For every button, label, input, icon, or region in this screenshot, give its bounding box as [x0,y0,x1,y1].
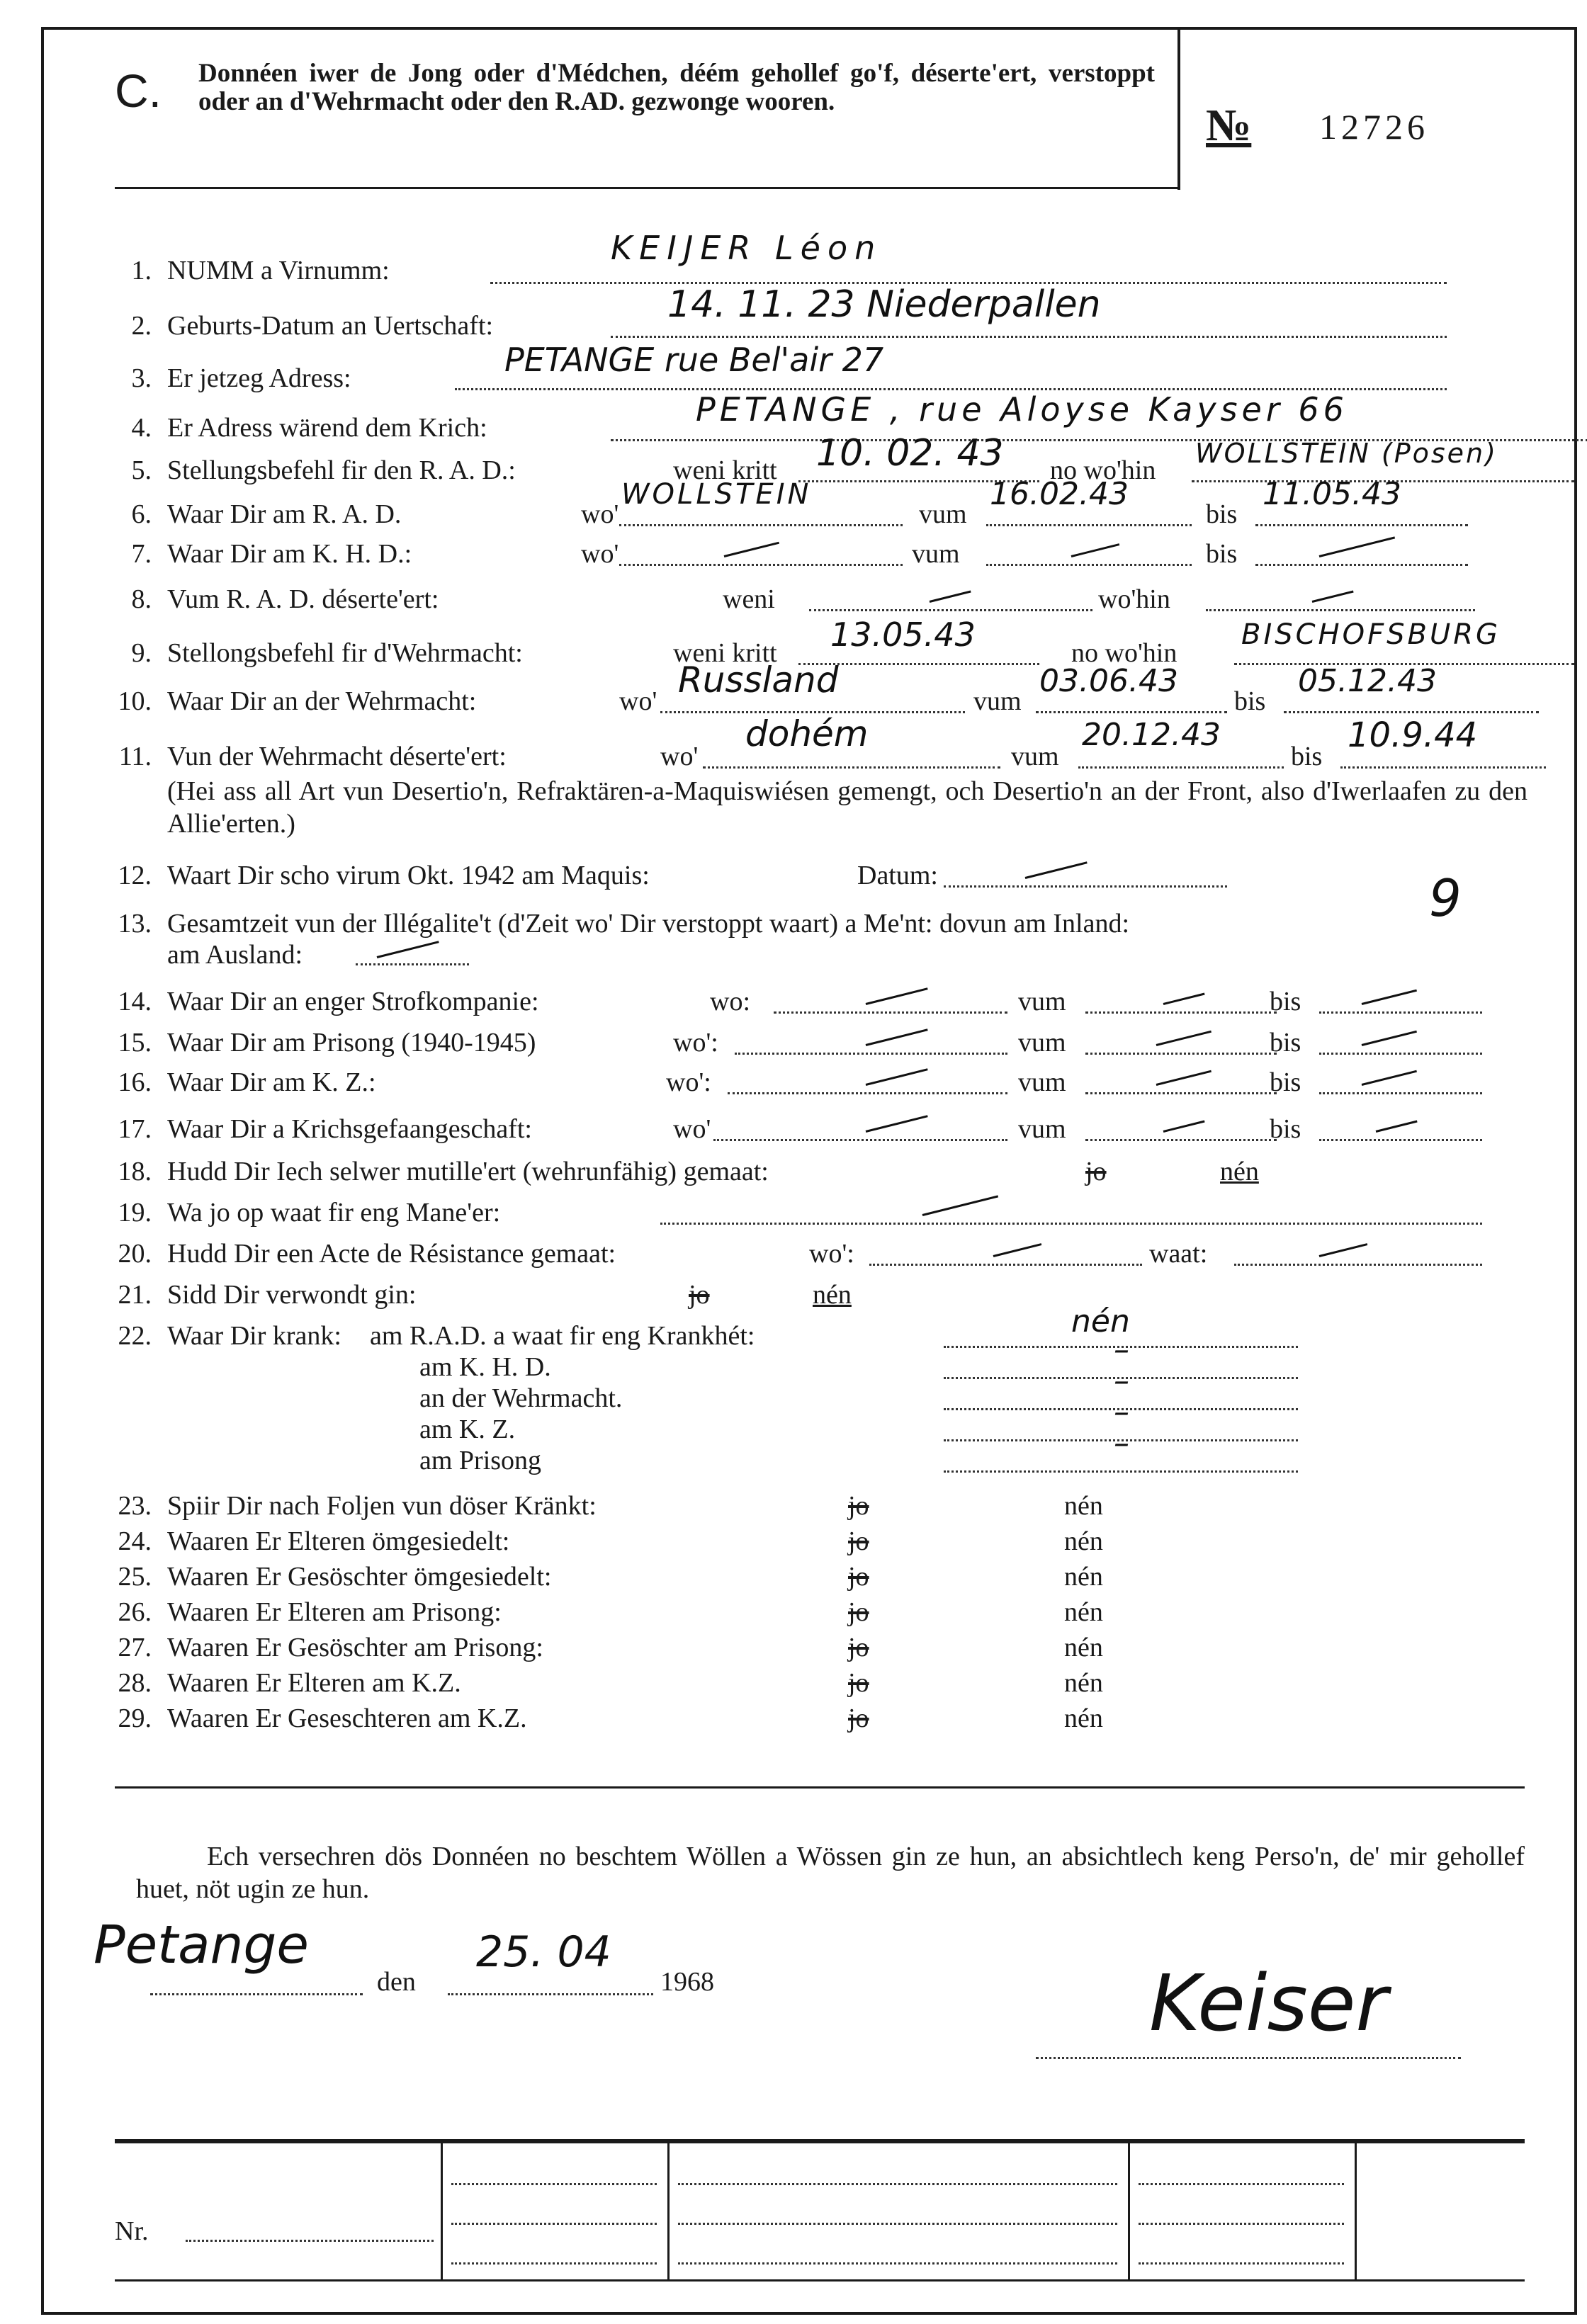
dotted-line [728,1092,1007,1094]
no-option: nén [1064,1668,1103,1698]
handwritten-desertion-from: 20.12.43 [1082,717,1221,753]
field-11-note: (Hei ass all Art vun Desertio'n, Refraktären-a-Maquiswiésen gemengt, och Desertio'n an der Front, also d'Iwerlaafen zu den Allie'erten.) [167,776,1527,839]
section-title: Donnéen iwer de Jong oder d'Médchen, déém gehollef go'f, déserte'ert, verstoppt oder an d'Wehrmacht oder den R.AD. gezwonge wooren. [198,59,1155,116]
dotted-line [356,963,469,965]
no-option-underlined: nén [813,1280,852,1310]
yes-option-struck: jo [848,1633,869,1662]
from-label: vum [973,686,1022,716]
handwritten-birth: 14. 11. 23 Niederpallen [667,283,1101,326]
dotted-line [1319,1139,1482,1141]
handwritten-rad-from: 16.02.43 [990,476,1129,512]
no-option: nén [1064,1491,1103,1521]
den-label: den [377,1967,416,1997]
yes-option-struck: jo [848,1668,869,1698]
handwritten-illness-answer: nén [1071,1303,1130,1339]
sub-khd: am K. H. D. [419,1352,551,1382]
where-label: wo'hin [1098,584,1170,614]
dash-mark [922,1195,998,1216]
where-label: wo: [710,987,750,1016]
dotted-line [944,1470,1298,1473]
handwritten-wehrmacht-destination: BISCHOFSBURG [1241,618,1501,651]
yes-option-struck: jo [848,1562,869,1592]
header-separator [1177,30,1180,190]
no-option: nén [1064,1633,1103,1662]
when-label: weni kritt [673,455,777,485]
dotted-line [619,524,903,526]
declaration-text: Ech versechren dös Donnéen no beschtem Wöllen a Wössen gin ze hun, an absichtlech keng Perso'n, de' mir gehollef huet, nöt ugin ze hun. [136,1842,1525,1904]
signature-line [1036,2057,1461,2059]
dash-mark [866,1068,928,1086]
dotted-line [150,1993,363,1995]
header-rule [115,187,1177,189]
section-letter: C. [115,64,162,117]
dotted-line [735,1053,1007,1055]
dotted-line [809,609,1092,611]
from-label: vum [912,539,960,569]
dotted-line [1085,1011,1277,1014]
dash-mark [866,987,928,1005]
dotted-line [1139,2262,1344,2265]
dotted-line [869,1264,1142,1266]
handwritten-address: PETANGE rue Bel'air 27 [504,341,884,379]
dotted-line [1234,1264,1482,1266]
handwritten-war-address: PETANGE , rue Aloyse Kayser 66 [696,390,1348,429]
footer-column-line [1355,2139,1357,2279]
dotted-line [678,2183,1117,2185]
dotted-line [1139,2223,1344,2225]
handwritten-dash: – [1114,1363,1129,1399]
dotted-line [619,564,903,566]
number-sign: № [1206,100,1252,150]
form-number: 12726 [1319,107,1429,147]
dotted-line [611,336,1447,338]
where-label: wo': [809,1239,854,1269]
dash-mark [1362,1031,1417,1046]
dotted-line [1036,711,1227,713]
to-label: bis [1270,1114,1301,1144]
to-label: bis [1270,1067,1301,1097]
year-label: 1968 [660,1967,714,1997]
from-label: vum [1018,1067,1066,1097]
handwritten-wehrmacht-from: 03.06.43 [1039,663,1178,699]
dotted-line [713,1139,1007,1141]
dotted-line [660,1223,1482,1225]
handwritten-wehrmacht-to: 05.12.43 [1298,663,1437,699]
yes-option-struck: jo [848,1597,869,1627]
yes-option-struck: jo [848,1526,869,1556]
dotted-line [1255,524,1468,526]
dotted-line [451,2223,657,2225]
dotted-line [678,2262,1117,2265]
yes-option-struck: jo [1085,1157,1107,1186]
where-label: no wo'hin [1071,638,1177,668]
dash-mark [377,941,439,958]
handwritten-place: Petange [94,1915,309,1976]
dash-mark [866,1028,928,1046]
handwritten-rad-destination: WOLLSTEIN (Posen) [1195,438,1498,469]
handwritten-desertion-to: 10.9.44 [1348,715,1478,755]
dash-mark [1163,1121,1205,1133]
dash-mark [993,1243,1042,1257]
where-label: wo' [673,1114,711,1144]
dotted-line [1284,711,1539,713]
dash-mark [1312,591,1354,603]
dotted-line [703,766,1000,769]
dotted-line [944,885,1227,888]
handwritten-wehrmacht-place: Russland [678,659,839,701]
dash-mark [1163,993,1205,1005]
dash-mark [1319,536,1395,557]
where-label: wo' [619,686,657,716]
sub-wehrmacht: an der Wehrmacht. [419,1383,623,1413]
footer-bottom-rule [115,2279,1525,2282]
no-option-underlined: nén [1220,1157,1259,1186]
from-label: vum [919,499,967,529]
dash-mark [1156,1031,1212,1046]
handwritten-rad-to: 11.05.43 [1263,476,1401,512]
yes-option-struck: jo [848,1704,869,1733]
to-label: bis [1270,987,1301,1016]
from-label: vum [1018,987,1066,1016]
handwritten-rad-place: WOLLSTEIN [621,478,812,511]
dotted-line [774,1011,1007,1014]
where-label: wo': [673,1028,718,1058]
handwritten-dash: – [1114,1332,1129,1368]
dotted-line [1255,564,1468,566]
when-label: weni kritt [673,638,777,668]
where-label: wo' [581,539,619,569]
where-label: no wo'hin [1050,455,1156,485]
dash-mark [1362,1070,1417,1086]
footer-column-line [1128,2139,1130,2279]
dotted-line [1139,2183,1344,2185]
dash-mark [1025,861,1088,879]
handwritten-rad-order-date: 10. 02. 43 [816,432,1004,475]
dash-mark [930,591,971,603]
form-page: C. Donnéen iwer de Jong oder d'Médchen, déém gehollef go'f, déserte'ert, verstoppt oder an d'Wehrmacht oder den R.AD. gezwonge wooren. № 12726 1. NUMM a Virnumm: KEIJER Léon 2. Geburts-Datum an Uertschaft: 14. 11. 23 Niederpallen 3. Er jetzeg Adress: PETANGE rue Bel'air 27 4. Er Adress wärend dem Krich: PETANGE , rue Aloyse Kayser 66 5. Stellungsbefehl fir den R. A. D.: weni kritt 10. 02. 43 no wo'hin WOLLSTEIN (Posen) 6. Waar Dir am R. A. D. wo' WOLLSTEIN vum 16.02.43 bis 11.05.43 7. Waar Dir am K. H. D.: wo' vum bis 8. Vum R. A. D. déserte'ert: weni wo'hin 9. Stellongsbefehl fir d'Wehrmacht: weni kritt 13.05.43 no wo'hin BISCHOFSBURG 10. Waar Dir an der Wehrmacht: wo' Russland vum 03.06.43 bis 05.12.43 11. Vun der Wehrmacht déserte'ert: wo' dohém vum 20.12.43 bis 10.9.44 (Hei ass all Art vun Desertio'n, Refraktären-a-Maquiswiésen gemengt, och Desertio'n an der Front, also d'Iwerlaafen zu den Allie'erten.) 12. Waart Dir scho virum Okt. 1942 am Maquis: Datum: 13. Gesamtzeit vun der Illégalite't (d'Zeit wo' Dir verstoppt waart) a Me'nt: dovun am Inland: 9 am Ausland: 14. Waar Dir an enger Strofkompanie: wo: vum bis 15. Waar Dir am Prisong (1940-1945) wo': vum bis 16. Waar Dir am K. Z.: wo': vum bis 17. Waar Dir a Krichsgefaangeschaft: wo' vum bis 18. Hudd Dir Iech selwer mutille'ert (wehrunfähig) gemaat: jo nén 19. Wa jo op waat fir eng Mane'er: 20. Hudd Dir een Acte de Résistance gemaat: wo': waat: 21. Sidd Dir verwondt gin: jo nén 22. Waar Dir krank: am R.A.D. a waat fir eng Krankhét: am K. H. D. an der Wehrmacht. am K. Z. am Prisong nén – – – – 23. Spiir Dir nach Foljen vun döser Kränkt: jo nén 24. Waaren Er Elteren ömgesiedelt: jo nén 25. Waaren Er Gesöschter ömgesiedelt: jo nén 26. Waaren Er Elteren am Prisong: jo nén 27. Waaren Er Gesöschter am Prisong: jo nén 28. Waaren Er Elteren am K.Z. jo nén 29. Waaren Er Geseschteren am K.Z. jo nén Ech versechren dös Donnéen no beschtem Wöllen a Wössen gin ze hun, an absichtlech keng Perso'n, de' mir gehollef huet, nöt ugin ze hun. Petange den 25. 04 1968 Keiser Nr. [41,27,1577,2315]
sub-prisong: am Prisong [419,1446,542,1475]
no-option: nén [1064,1704,1103,1733]
dotted-line [1085,1139,1277,1141]
where-label: wo' [581,499,619,529]
dash-mark [1362,990,1417,1005]
dotted-line [1085,1092,1277,1094]
to-label: bis [1206,539,1238,569]
sub-kz: am K. Z. [419,1415,516,1444]
signature: Keiser [1149,1958,1388,2048]
handwritten-name: KEIJER Léon [611,229,883,267]
to-label: bis [1291,742,1323,771]
from-label: vum [1018,1114,1066,1144]
section-divider [115,1786,1525,1789]
no-option: nén [1064,1597,1103,1627]
no-option: nén [1064,1526,1103,1556]
dash-mark [1071,543,1120,557]
dotted-line [451,2262,657,2265]
handwritten-dash: – [1114,1394,1129,1430]
handwritten-dash: – [1114,1425,1129,1461]
date-label: Datum: [857,861,938,890]
dotted-line [986,564,1192,566]
dash-mark [1156,1070,1212,1086]
yes-option-struck: jo [689,1280,710,1310]
dash-mark [1376,1121,1418,1133]
from-label: vum [1018,1028,1066,1058]
dotted-line [1078,766,1284,769]
to-label: bis [1206,499,1238,529]
dotted-line [186,2240,434,2242]
yes-option-struck: jo [848,1491,869,1521]
dash-mark [866,1115,928,1133]
handwritten-wehrmacht-order-date: 13.05.43 [830,616,976,654]
to-label: bis [1270,1028,1301,1058]
dotted-line [678,2223,1117,2225]
what-label: waat: [1149,1239,1208,1269]
where-label: wo': [666,1067,711,1097]
handwritten-date: 25. 04 [476,1927,611,1977]
dotted-line [448,1993,653,1995]
dotted-line [1319,1053,1482,1055]
dotted-line [1340,766,1546,769]
footer-column-line [667,2139,670,2279]
dotted-line [1085,1053,1277,1055]
where-label: wo' [660,742,699,771]
dash-mark [724,542,779,557]
abroad-label: am Ausland: [167,940,303,970]
dotted-line [1319,1011,1482,1014]
footer-column-line [441,2139,443,2279]
dotted-line [451,2183,657,2185]
footer-top-rule [115,2139,1525,2143]
dotted-line [1319,1092,1482,1094]
dotted-line [986,524,1192,526]
from-label: vum [1011,742,1059,771]
dotted-line [1206,609,1475,611]
nr-label: Nr. [115,2216,149,2246]
dash-mark [1319,1243,1368,1257]
when-label: weni [723,584,775,614]
to-label: bis [1234,686,1266,716]
no-option: nén [1064,1562,1103,1592]
sub-rad: am R.A.D. a waat fir eng Krankhét: [370,1321,755,1351]
handwritten-inland-months: 9 [1429,868,1462,928]
handwritten-desertion-place: dohém [745,713,869,754]
